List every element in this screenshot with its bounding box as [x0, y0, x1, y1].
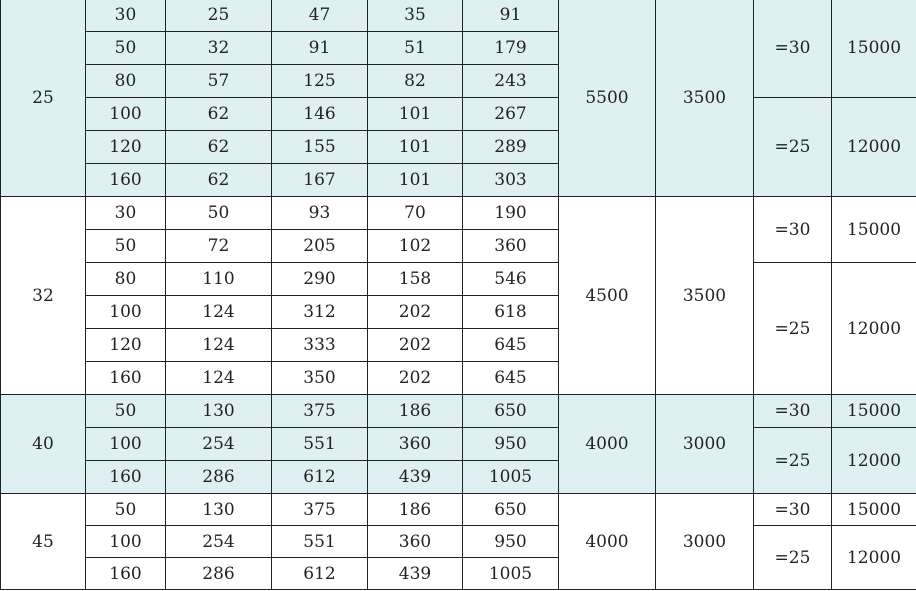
spec-condition-cell: =30: [754, 494, 832, 526]
table-cell: 62: [166, 131, 272, 164]
table-cell: 618: [463, 296, 559, 329]
table-cell: 360: [368, 526, 463, 558]
spec-value-cell: 15000: [832, 494, 916, 526]
col7-cell: 3500: [656, 197, 754, 395]
table-cell: 82: [368, 65, 463, 98]
table-row: [1, 428, 916, 461]
table-cell: 167: [272, 164, 368, 197]
table-cell: 35: [368, 0, 463, 32]
table-cell: 146: [272, 98, 368, 131]
diameter-cell: 25: [1, 0, 86, 197]
table-cell: 375: [272, 395, 368, 428]
diameter-cell: 32: [1, 197, 86, 395]
table-cell: 350: [272, 362, 368, 395]
table-row: [1, 263, 916, 296]
table-cell: 645: [463, 362, 559, 395]
table-cell: 70: [368, 197, 463, 230]
table-cell: 80: [86, 65, 166, 98]
table-cell: 1005: [463, 461, 559, 494]
spec-condition-cell: =25: [754, 263, 832, 395]
spec-value-cell: 12000: [832, 263, 916, 395]
table-cell: 289: [463, 131, 559, 164]
spec-condition-cell: =25: [754, 526, 832, 590]
table-cell: 360: [463, 230, 559, 263]
table-cell: 546: [463, 263, 559, 296]
table-row: [1, 526, 916, 558]
spec-value-cell: 12000: [832, 428, 916, 494]
table-cell: 950: [463, 526, 559, 558]
spec-value-cell: 12000: [832, 98, 916, 197]
col6-cell: 4000: [559, 494, 656, 590]
table-cell: 50: [86, 395, 166, 428]
table-cell: 254: [166, 428, 272, 461]
table-cell: 100: [86, 296, 166, 329]
table-cell: 120: [86, 131, 166, 164]
col6-cell: 4000: [559, 395, 656, 494]
table-cell: 100: [86, 526, 166, 558]
col7-cell: 3000: [656, 395, 754, 494]
table-cell: 72: [166, 230, 272, 263]
group-25: [1, 0, 916, 197]
spec-value-cell: 12000: [832, 526, 916, 590]
table-cell: 160: [86, 362, 166, 395]
table-cell: 375: [272, 494, 368, 526]
table-cell: 650: [463, 494, 559, 526]
table-row: [1, 0, 916, 32]
table-cell: 50: [166, 197, 272, 230]
table-cell: 100: [86, 428, 166, 461]
diameter-cell: 45: [1, 494, 86, 590]
table-cell: 101: [368, 164, 463, 197]
table-row: [1, 197, 916, 230]
table-cell: 93: [272, 197, 368, 230]
table-row: [1, 395, 916, 428]
col7-cell: 3500: [656, 0, 754, 197]
table-cell: 290: [272, 263, 368, 296]
table-cell: 303: [463, 164, 559, 197]
table-cell: 645: [463, 329, 559, 362]
table-cell: 950: [463, 428, 559, 461]
col6-cell: 5500: [559, 0, 656, 197]
table-cell: 30: [86, 197, 166, 230]
table-cell: 62: [166, 164, 272, 197]
table-cell: 551: [272, 526, 368, 558]
table-cell: 62: [166, 98, 272, 131]
group-32: [1, 197, 916, 395]
table-cell: 47: [272, 0, 368, 32]
table-cell: 286: [166, 461, 272, 494]
table-cell: 1005: [463, 558, 559, 590]
table-cell: 50: [86, 494, 166, 526]
spec-value-cell: 15000: [832, 395, 916, 428]
table-cell: 254: [166, 526, 272, 558]
table-cell: 158: [368, 263, 463, 296]
table-cell: 160: [86, 164, 166, 197]
table-cell: 202: [368, 296, 463, 329]
table-cell: 202: [368, 329, 463, 362]
diameter-cell: 40: [1, 395, 86, 494]
table-cell: 124: [166, 296, 272, 329]
table-cell: 186: [368, 494, 463, 526]
table-cell: 50: [86, 32, 166, 65]
table-row: [1, 494, 916, 526]
table-cell: 130: [166, 494, 272, 526]
table-cell: 650: [463, 395, 559, 428]
table-cell: 130: [166, 395, 272, 428]
table-cell: 25: [166, 0, 272, 32]
group-40: [1, 395, 916, 494]
spec-value-cell: 15000: [832, 0, 916, 98]
spec-value-cell: 15000: [832, 197, 916, 263]
table-cell: 155: [272, 131, 368, 164]
table-cell: 551: [272, 428, 368, 461]
table-cell: 286: [166, 558, 272, 590]
table-cell: 160: [86, 558, 166, 590]
table-cell: 179: [463, 32, 559, 65]
table-cell: 80: [86, 263, 166, 296]
spec-condition-cell: =25: [754, 98, 832, 197]
spec-condition-cell: =30: [754, 0, 832, 98]
table-cell: 124: [166, 362, 272, 395]
table-cell: 439: [368, 558, 463, 590]
table-cell: 102: [368, 230, 463, 263]
table-cell: 190: [463, 197, 559, 230]
table-cell: 125: [272, 65, 368, 98]
table-cell: 612: [272, 558, 368, 590]
table-cell: 202: [368, 362, 463, 395]
spec-condition-cell: =25: [754, 428, 832, 494]
table-cell: 110: [166, 263, 272, 296]
col6-cell: 4500: [559, 197, 656, 395]
group-45: [1, 494, 916, 590]
table-cell: 360: [368, 428, 463, 461]
table-cell: 312: [272, 296, 368, 329]
table-cell: 32: [166, 32, 272, 65]
table-cell: 439: [368, 461, 463, 494]
table-cell: 243: [463, 65, 559, 98]
table-cell: 160: [86, 461, 166, 494]
table-row: [1, 98, 916, 131]
table-cell: 124: [166, 329, 272, 362]
table-cell: 267: [463, 98, 559, 131]
table-cell: 30: [86, 0, 166, 32]
table-cell: 50: [86, 230, 166, 263]
table-cell: 91: [463, 0, 559, 32]
table-cell: 91: [272, 32, 368, 65]
table-cell: 120: [86, 329, 166, 362]
table-cell: 186: [368, 395, 463, 428]
spec-condition-cell: =30: [754, 395, 832, 428]
spec-condition-cell: =30: [754, 197, 832, 263]
table-cell: 333: [272, 329, 368, 362]
table-cell: 101: [368, 131, 463, 164]
table-cell: 100: [86, 98, 166, 131]
table-cell: 51: [368, 32, 463, 65]
table-cell: 57: [166, 65, 272, 98]
table-cell: 612: [272, 461, 368, 494]
col7-cell: 3000: [656, 494, 754, 590]
table-cell: 205: [272, 230, 368, 263]
table-cell: 101: [368, 98, 463, 131]
